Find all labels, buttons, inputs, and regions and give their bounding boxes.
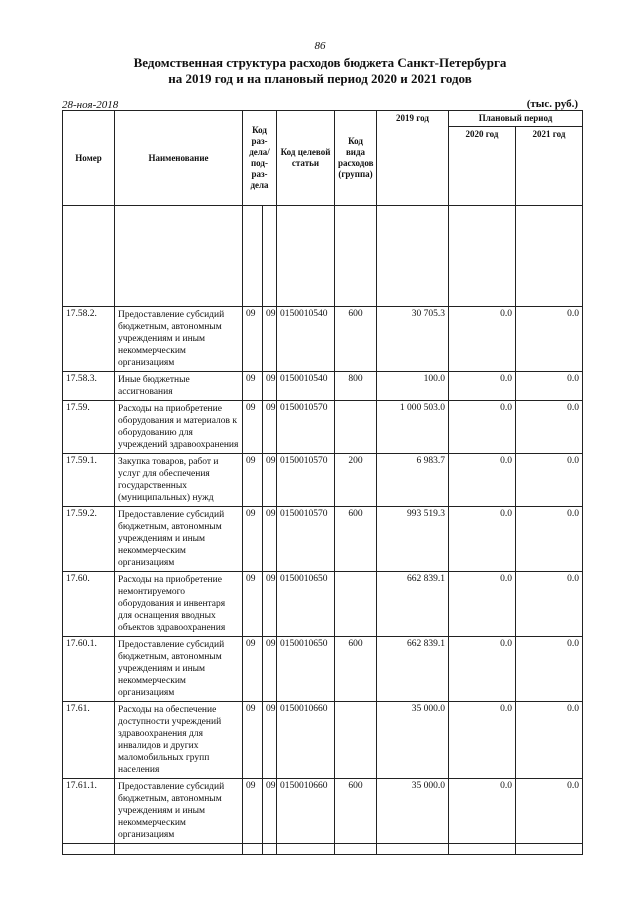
row-2021: 0.0	[516, 702, 583, 779]
row-2019: 35 000.0	[377, 779, 449, 844]
table-row	[63, 779, 583, 844]
row-type: 600	[335, 779, 377, 844]
row-number: 17.59.2.	[63, 507, 115, 572]
row-2020: 0.0	[449, 307, 516, 372]
row-type	[335, 702, 377, 779]
row-2019: 6 983.7	[377, 454, 449, 507]
title-line-2: на 2019 год и на плановый период 2020 и 2021 годов	[168, 71, 472, 86]
row-section: 09	[243, 637, 263, 702]
row-type: 600	[335, 637, 377, 702]
row-subsection: 09	[263, 702, 277, 779]
row-section: 09	[243, 307, 263, 372]
row-target: 0150010540	[277, 307, 335, 372]
row-2020: 0.0	[449, 507, 516, 572]
row-2021: 0.0	[516, 372, 583, 401]
table-row	[63, 702, 583, 779]
row-target: 0150010540	[277, 372, 335, 401]
row-name: Расходы на приобретение оборудования и материалов к оборудованию для учреждений здравоохранения	[115, 401, 243, 454]
header-type: Код вида расходов (группа)	[335, 111, 377, 206]
title-line-1: Ведомственная структура расходов бюджета Санкт-Петербурга	[133, 55, 507, 70]
row-subsection: 09	[263, 572, 277, 637]
row-subsection: 09	[263, 507, 277, 572]
row-2021: 0.0	[516, 637, 583, 702]
row-name: Предоставление субсидий бюджетным, автономным учреждениям и иным некоммерческим организациям	[115, 507, 243, 572]
row-number: 17.59.1.	[63, 454, 115, 507]
row-2021: 0.0	[516, 307, 583, 372]
row-2019: 993 519.3	[377, 507, 449, 572]
row-subsection: 09	[263, 401, 277, 454]
row-section: 09	[243, 572, 263, 637]
row-section: 09	[243, 702, 263, 779]
row-2019: 662 839.1	[377, 637, 449, 702]
row-2019: 100.0	[377, 372, 449, 401]
row-2021: 0.0	[516, 507, 583, 572]
header-number: Номер	[63, 111, 115, 206]
row-number: 17.61.	[63, 702, 115, 779]
row-section: 09	[243, 372, 263, 401]
row-subsection: 09	[263, 372, 277, 401]
row-2020: 0.0	[449, 372, 516, 401]
row-2021: 0.0	[516, 401, 583, 454]
table-tail	[63, 844, 583, 855]
row-type: 800	[335, 372, 377, 401]
header-target: Код целевой статьи	[277, 111, 335, 206]
header-2019: 2019 год	[377, 111, 449, 206]
row-target: 0150010570	[277, 401, 335, 454]
spacer-row	[63, 206, 583, 307]
row-target: 0150010660	[277, 779, 335, 844]
row-subsection: 09	[263, 637, 277, 702]
row-2019: 35 000.0	[377, 702, 449, 779]
row-type	[335, 572, 377, 637]
header-name: Наименование	[115, 111, 243, 206]
row-name: Предоставление субсидий бюджетным, автономным учреждениям и иным некоммерческим организациям	[115, 637, 243, 702]
row-name: Предоставление субсидий бюджетным, автономным учреждениям и иным некоммерческим организациям	[115, 307, 243, 372]
row-target: 0150010660	[277, 702, 335, 779]
table-row	[63, 307, 583, 372]
row-2020: 0.0	[449, 702, 516, 779]
row-name: Расходы на приобретение немонтируемого оборудования и инвентаря для оснащения вводных объектов здравоохранения	[115, 572, 243, 637]
page-number: 86	[314, 40, 326, 52]
table-row	[63, 637, 583, 702]
row-number: 17.58.2.	[63, 307, 115, 372]
row-subsection: 09	[263, 454, 277, 507]
row-section: 09	[243, 401, 263, 454]
row-2020: 0.0	[449, 637, 516, 702]
table-row	[63, 401, 583, 454]
row-target: 0150010650	[277, 572, 335, 637]
document-date: 28-ноя-2018	[62, 99, 119, 111]
row-2020: 0.0	[449, 454, 516, 507]
row-section: 09	[243, 454, 263, 507]
row-2020: 0.0	[449, 572, 516, 637]
row-name: Предоставление субсидий бюджетным, автономным учреждениям и иным некоммерческим организациям	[115, 779, 243, 844]
row-type: 600	[335, 507, 377, 572]
row-type: 600	[335, 307, 377, 372]
row-2019: 1 000 503.0	[377, 401, 449, 454]
table-row	[63, 507, 583, 572]
row-number: 17.60.	[63, 572, 115, 637]
row-2020: 0.0	[449, 779, 516, 844]
header-2021: 2021 год	[516, 127, 583, 206]
row-type: 200	[335, 454, 377, 507]
row-2021: 0.0	[516, 572, 583, 637]
row-name: Расходы на обеспечение доступности учреждений здравоохранения для инвалидов и других маломобильных групп населения	[115, 702, 243, 779]
row-type	[335, 401, 377, 454]
budget-table	[62, 110, 583, 855]
units-label: (тыс. руб.)	[526, 98, 578, 110]
row-2021: 0.0	[516, 779, 583, 844]
row-number: 17.61.1.	[63, 779, 115, 844]
row-section: 09	[243, 779, 263, 844]
row-name: Закупка товаров, работ и услуг для обеспечения государственных (муниципальных) нужд	[115, 454, 243, 507]
row-number: 17.59.	[63, 401, 115, 454]
header-section: Код раз- дела/ под- раз- дела	[243, 111, 277, 206]
row-subsection: 09	[263, 307, 277, 372]
row-number: 17.60.1.	[63, 637, 115, 702]
row-target: 0150010570	[277, 454, 335, 507]
header-2020: 2020 год	[449, 127, 516, 206]
row-2020: 0.0	[449, 401, 516, 454]
row-2021: 0.0	[516, 454, 583, 507]
row-target: 0150010570	[277, 507, 335, 572]
table-row	[63, 454, 583, 507]
page-title	[0, 55, 640, 87]
table-row	[63, 372, 583, 401]
row-section: 09	[243, 507, 263, 572]
row-2019: 30 705.3	[377, 307, 449, 372]
row-number: 17.58.3.	[63, 372, 115, 401]
header-planned-period: Плановый период	[449, 111, 583, 127]
table-row	[63, 572, 583, 637]
row-name: Иные бюджетные ассигнования	[115, 372, 243, 401]
row-target: 0150010650	[277, 637, 335, 702]
row-subsection: 09	[263, 779, 277, 844]
row-2019: 662 839.1	[377, 572, 449, 637]
table-body	[63, 307, 583, 855]
